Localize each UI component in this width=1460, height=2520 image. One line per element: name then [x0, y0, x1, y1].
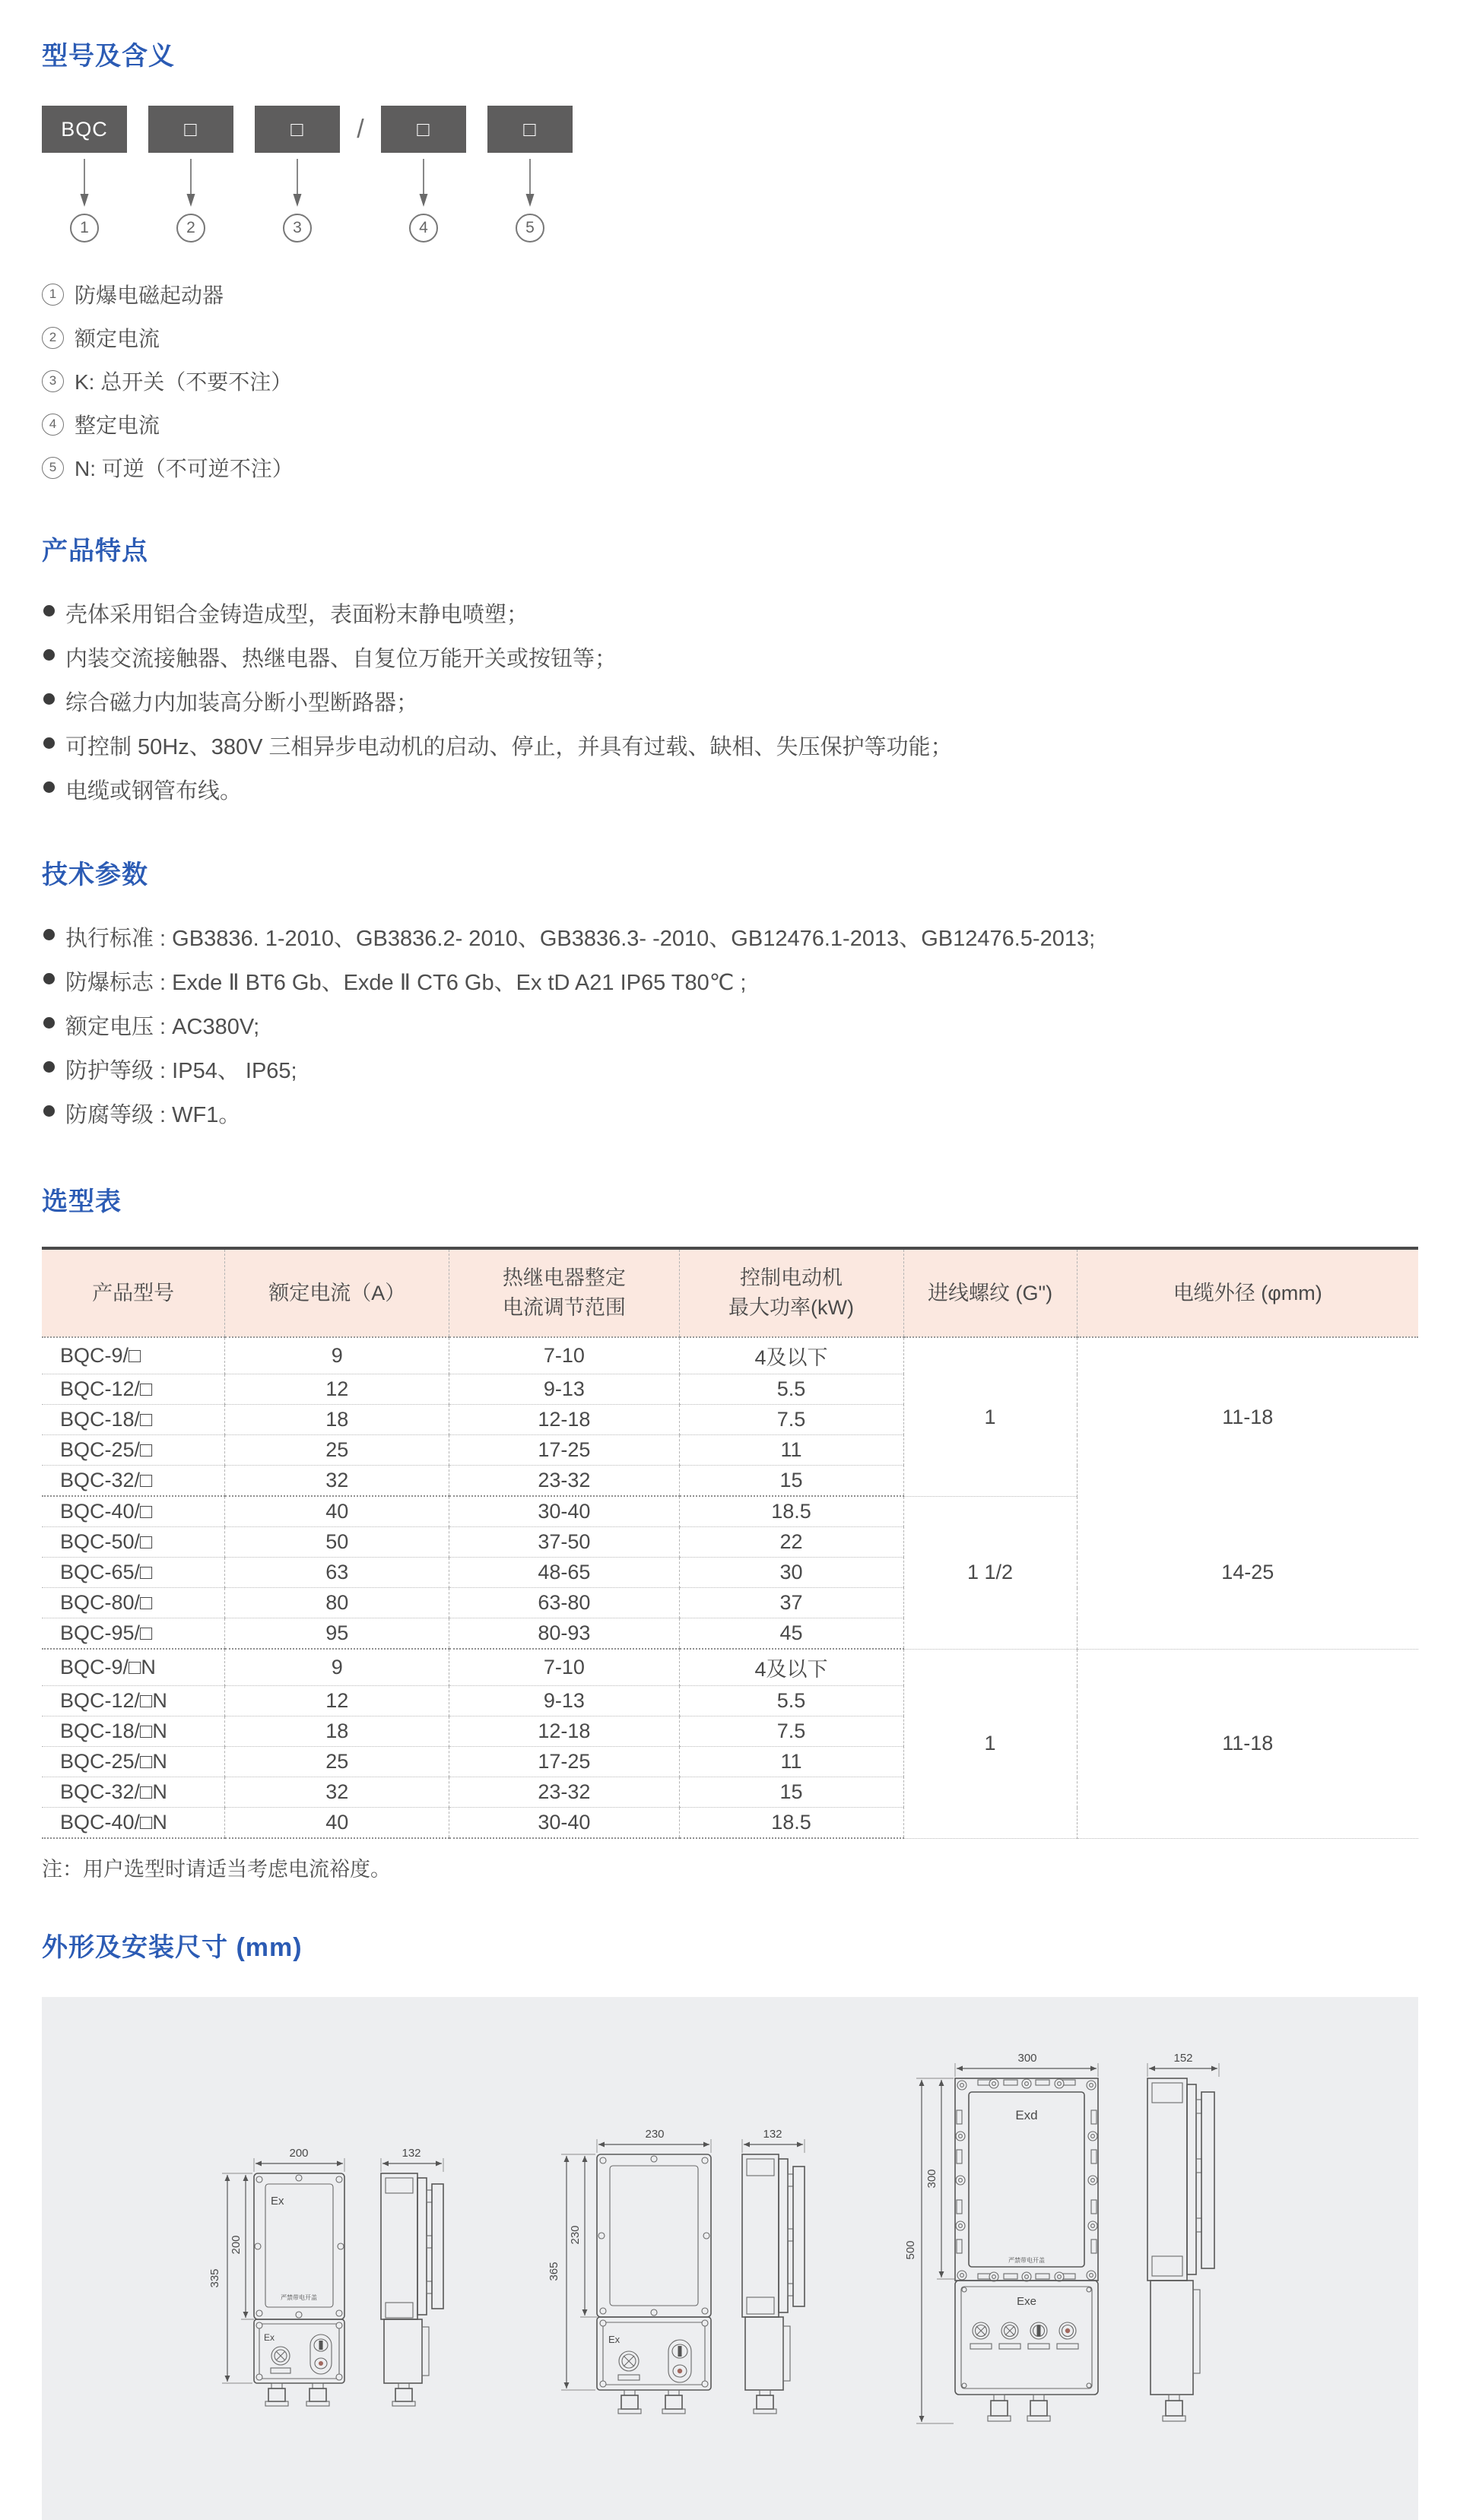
cell-range: 17-25 — [449, 1747, 679, 1777]
section-title-params: 技术参数 — [42, 861, 148, 889]
dim-label-width: 230 — [645, 2128, 665, 2141]
cell-current: 32 — [225, 1777, 449, 1808]
drawing-front-view-large — [904, 2051, 1102, 2435]
cell-power: 37 — [679, 1588, 903, 1618]
cell-thread-group3: 1 — [903, 1649, 1077, 1838]
cell-range: 9-13 — [449, 1374, 679, 1405]
drawing-front-view-medium — [550, 2127, 721, 2435]
legend-text: N: 可逆（不可逆不注） — [75, 457, 294, 480]
dim-label-inner: 200 — [230, 2235, 243, 2255]
cell-model: BQC-40/□N — [42, 1808, 225, 1839]
cable-gland — [306, 2383, 329, 2406]
cell-range: 7-10 — [449, 1649, 679, 1686]
column-header-current: 额定电流（A） — [225, 1248, 449, 1337]
circled-number: 1 — [70, 214, 99, 242]
table-note: 注：用户选型时请适当考虑电流裕度。 — [42, 1858, 391, 1881]
param-item — [42, 1054, 1418, 1085]
cell-range: 48-65 — [449, 1558, 679, 1588]
param-text: 防爆标志 : Exde Ⅱ BT6 Gb、Exde Ⅱ CT6 Gb、Ex tD A21 IP65 T80℃ ; — [65, 971, 747, 995]
param-text: 额定电压 : AC380V; — [65, 1015, 260, 1039]
cell-model: BQC-12/□ — [42, 1374, 225, 1405]
section-title-selection: 选型表 — [42, 1187, 122, 1216]
table-row — [42, 1337, 1418, 1374]
cable-gland — [988, 2395, 1011, 2421]
column-header-motor-power — [679, 1248, 903, 1337]
cell-thread-group1: 1 — [903, 1337, 1077, 1496]
legend-item — [42, 452, 1418, 483]
warning-label: 严禁带电开盖 — [281, 2294, 317, 2302]
cell-range: 23-32 — [449, 1466, 679, 1497]
drawing-front-view-small — [208, 2146, 355, 2435]
cell-model: BQC-18/□ — [42, 1405, 225, 1435]
cable-gland — [392, 2383, 415, 2406]
cell-current: 25 — [225, 1747, 449, 1777]
section-title-features: 产品特点 — [42, 537, 148, 566]
ex-marking: Ex — [608, 2334, 620, 2346]
param-item — [42, 1010, 1418, 1041]
cable-gland — [265, 2383, 288, 2406]
cell-model: BQC-95/□ — [42, 1618, 225, 1650]
model-segment-3 — [255, 106, 340, 242]
model-number-diagram — [42, 106, 1418, 242]
down-arrow-icon — [79, 157, 90, 208]
circled-number: 3 — [283, 214, 312, 242]
ex-marking: Ex — [271, 2195, 284, 2208]
ex-marking: Ex — [264, 2332, 275, 2344]
legend-text: 额定电流 — [75, 327, 160, 350]
feature-item — [42, 686, 1418, 717]
header-line: 电流调节范围 — [502, 1296, 626, 1320]
cell-model: BQC-25/□N — [42, 1747, 225, 1777]
feature-text: 可控制 50Hz、380V 三相异步电动机的启动、停止，并具有过载、缺相、失压保护等功能； — [65, 735, 953, 759]
cell-model: BQC-32/□ — [42, 1466, 225, 1497]
exd-marking: Exd — [1015, 2108, 1038, 2123]
cell-power: 7.5 — [679, 1405, 903, 1435]
dim-label-inner: 300 — [925, 2169, 938, 2189]
model-box-placeholder: □ — [255, 106, 340, 153]
legend-item — [42, 322, 1418, 353]
cell-current: 32 — [225, 1466, 449, 1497]
feature-text: 电缆或钢管布线。 — [65, 779, 243, 804]
cell-current: 9 — [225, 1337, 449, 1374]
param-text: 防护等级 : IP54、 IP65; — [65, 1059, 297, 1083]
model-legend — [42, 279, 1418, 483]
drawing-side-view-large — [1141, 2051, 1225, 2435]
bullet-icon — [43, 1017, 55, 1029]
model-segment-5 — [487, 106, 573, 242]
cell-model: BQC-25/□ — [42, 1435, 225, 1466]
drawing-side-view-medium — [735, 2127, 811, 2435]
cell-model: BQC-32/□N — [42, 1777, 225, 1808]
header-line: 控制电动机 — [740, 1266, 843, 1289]
cell-model: BQC-12/□N — [42, 1686, 225, 1716]
cell-model: BQC-9/□N — [42, 1649, 225, 1686]
cell-power: 5.5 — [679, 1686, 903, 1716]
param-text: 防腐等级 : WF1。 — [65, 1103, 241, 1127]
feature-item — [42, 598, 1418, 629]
cell-model: BQC-9/□ — [42, 1337, 225, 1374]
dim-label-height: 365 — [548, 2262, 560, 2281]
cell-current: 50 — [225, 1527, 449, 1558]
feature-text: 综合磁力内加装高分断小型断路器； — [65, 691, 419, 715]
cable-gland — [618, 2390, 641, 2414]
dim-label-depth: 152 — [1173, 2052, 1193, 2065]
cell-current: 40 — [225, 1496, 449, 1527]
cell-range: 12-18 — [449, 1716, 679, 1747]
bullet-icon — [43, 929, 55, 940]
params-list — [42, 921, 1418, 1129]
cell-model: BQC-50/□ — [42, 1527, 225, 1558]
model-box-prefix: BQC — [42, 106, 127, 153]
cell-power: 30 — [679, 1558, 903, 1588]
cell-range: 37-50 — [449, 1527, 679, 1558]
cell-current: 25 — [225, 1435, 449, 1466]
features-list — [42, 598, 1418, 805]
dim-label-height: 335 — [208, 2268, 221, 2288]
feature-text: 内装交流接触器、热继电器、自复位万能开关或按钮等； — [65, 647, 617, 671]
model-box-placeholder: □ — [381, 106, 466, 153]
cable-gland — [662, 2390, 685, 2414]
cell-power: 4及以下 — [679, 1649, 903, 1686]
cell-current: 12 — [225, 1374, 449, 1405]
drawing-side-view-small — [373, 2146, 449, 2435]
model-box-placeholder: □ — [148, 106, 233, 153]
circled-number: 5 — [42, 457, 64, 479]
model-separator-slash: / — [357, 114, 364, 144]
legend-text: K: 总开关（不要不注） — [75, 370, 293, 394]
dim-label-inner: 230 — [569, 2225, 582, 2245]
feature-item — [42, 642, 1418, 673]
circled-number: 2 — [42, 327, 64, 349]
bullet-icon — [43, 693, 55, 705]
feature-item — [42, 774, 1418, 805]
param-item — [42, 965, 1418, 997]
cell-range: 23-32 — [449, 1777, 679, 1808]
circled-number: 1 — [42, 284, 64, 306]
column-header-relay-range — [449, 1248, 679, 1337]
circled-number: 4 — [409, 214, 438, 242]
cell-range: 7-10 — [449, 1337, 679, 1374]
cell-power: 7.5 — [679, 1716, 903, 1747]
dim-label-depth: 132 — [402, 2147, 421, 2160]
header-line: 最大功率(kW) — [728, 1296, 854, 1320]
cell-current: 18 — [225, 1405, 449, 1435]
cell-current: 95 — [225, 1618, 449, 1650]
cell-power: 11 — [679, 1747, 903, 1777]
column-header-model: 产品型号 — [42, 1248, 225, 1337]
cell-cable-group1: 11-18 — [1077, 1337, 1418, 1496]
column-header-thread: 进线螺纹 (G") — [903, 1248, 1077, 1337]
cell-range: 9-13 — [449, 1686, 679, 1716]
table-row — [42, 1649, 1418, 1686]
param-item — [42, 1098, 1418, 1129]
cable-gland — [754, 2390, 776, 2414]
cell-power: 15 — [679, 1466, 903, 1497]
legend-text: 防爆电磁起动器 — [75, 284, 224, 307]
down-arrow-icon — [418, 157, 429, 208]
dim-label-depth: 132 — [763, 2128, 782, 2141]
cell-current: 12 — [225, 1686, 449, 1716]
model-segment-2 — [148, 106, 233, 242]
circled-number: 2 — [176, 214, 205, 242]
dim-label-width: 300 — [1017, 2052, 1037, 2065]
cell-current: 40 — [225, 1808, 449, 1839]
dimension-drawings-panel — [42, 1997, 1418, 2520]
cell-model: BQC-18/□N — [42, 1716, 225, 1747]
cell-range: 30-40 — [449, 1496, 679, 1527]
feature-text: 壳体采用铝合金铸造成型，表面粉末静电喷塑； — [65, 603, 529, 627]
cell-power: 18.5 — [679, 1496, 903, 1527]
cell-cable-group2: 14-25 — [1077, 1496, 1418, 1649]
feature-item — [42, 730, 1418, 761]
circled-number: 3 — [42, 370, 64, 392]
circled-number: 5 — [516, 214, 544, 242]
cell-cable-group3: 11-18 — [1077, 1649, 1418, 1838]
cell-current: 80 — [225, 1588, 449, 1618]
cell-current: 63 — [225, 1558, 449, 1588]
legend-item — [42, 409, 1418, 439]
cell-range: 30-40 — [449, 1808, 679, 1839]
cell-range: 63-80 — [449, 1588, 679, 1618]
cell-range: 17-25 — [449, 1435, 679, 1466]
down-arrow-icon — [292, 157, 303, 208]
section-title-dimensions: 外形及安装尺寸 (mm) — [42, 1933, 303, 1963]
model-segment-1 — [42, 106, 127, 242]
model-box-placeholder: □ — [487, 106, 573, 153]
bullet-icon — [43, 1105, 55, 1117]
cell-current: 18 — [225, 1716, 449, 1747]
bullet-icon — [43, 649, 55, 661]
cell-power: 15 — [679, 1777, 903, 1808]
cell-range: 12-18 — [449, 1405, 679, 1435]
bullet-icon — [43, 737, 55, 749]
circled-number: 4 — [42, 414, 64, 436]
table-row — [42, 1496, 1418, 1527]
cable-gland — [1163, 2395, 1185, 2421]
param-text: 执行标准 : GB3836. 1-2010、GB3836.2- 2010、GB3836.3- -2010、GB12476.1-2013、GB12476.5-2013; — [65, 927, 1096, 951]
cell-power: 11 — [679, 1435, 903, 1466]
cell-model: BQC-65/□ — [42, 1558, 225, 1588]
bullet-icon — [43, 781, 55, 793]
param-item — [42, 921, 1418, 953]
legend-text: 整定电流 — [75, 414, 160, 437]
cell-model: BQC-80/□ — [42, 1588, 225, 1618]
cell-power: 22 — [679, 1527, 903, 1558]
cable-gland — [1027, 2395, 1050, 2421]
down-arrow-icon — [525, 157, 535, 208]
dim-label-width: 200 — [289, 2147, 309, 2160]
bullet-icon — [43, 973, 55, 984]
model-segment-4 — [381, 106, 466, 242]
selection-table — [42, 1247, 1418, 1839]
header-line: 热继电器整定 — [502, 1266, 626, 1289]
warning-label: 严禁带电开盖 — [1008, 2257, 1045, 2265]
cell-power: 45 — [679, 1618, 903, 1650]
section-title-model: 型号及含义 — [42, 42, 175, 71]
cell-power: 5.5 — [679, 1374, 903, 1405]
bullet-icon — [43, 605, 55, 617]
cell-power: 18.5 — [679, 1808, 903, 1839]
legend-item — [42, 366, 1418, 396]
cell-model: BQC-40/□ — [42, 1496, 225, 1527]
down-arrow-icon — [186, 157, 196, 208]
dim-label-height: 500 — [904, 2240, 917, 2260]
legend-item — [42, 279, 1418, 309]
cell-current: 9 — [225, 1649, 449, 1686]
cell-power: 4及以下 — [679, 1337, 903, 1374]
exe-marking: Exe — [1017, 2295, 1036, 2309]
cell-thread-group2: 1 1/2 — [903, 1496, 1077, 1649]
bullet-icon — [43, 1061, 55, 1073]
cell-range: 80-93 — [449, 1618, 679, 1650]
column-header-cable-od: 电缆外径 (φmm) — [1077, 1248, 1418, 1337]
